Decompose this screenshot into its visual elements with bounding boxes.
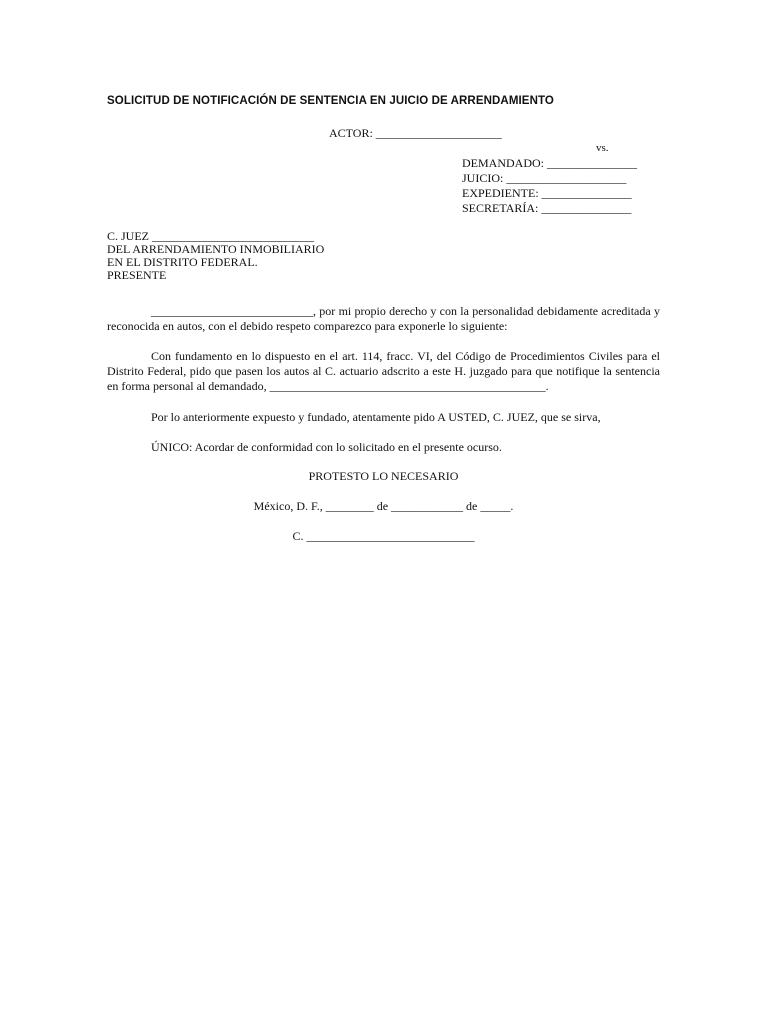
addressee-line-court: DEL ARRENDAMIENTO INMOBILIARIO bbox=[107, 242, 325, 256]
paragraph-petition: Por lo anteriormente expuesto y fundado, atentamente pido A USTED, C. JUEZ, que se sirva, bbox=[151, 410, 601, 424]
expediente-line: EXPEDIENTE: _______________ bbox=[462, 186, 632, 200]
protesto-line: PROTESTO LO NECESARIO bbox=[308, 469, 459, 483]
paragraph-introduction: ___________________________, por mi propio derecho y con la personalidad debidamente acreditada y reconocida en autos, con el debido respeto comparezco para exponerle lo siguiente: bbox=[107, 304, 660, 333]
juicio-line: JUICIO: ____________________ bbox=[462, 171, 627, 185]
paragraph-fundamento: Con fundamento en lo dispuesto en el art. 114, fracc. VI, del Código de Procedimientos Civiles para el Distrito Federal, pido que pasen los autos al C. actuario adscrito a este H. juzgado para que notifique la sentencia en forma personal al demandado, ______________________________________________. bbox=[107, 349, 660, 393]
document-title: SOLICITUD DE NOTIFICACIÓN DE SENTENCIA EN JUICIO DE ARRENDAMIENTO bbox=[107, 95, 554, 107]
versus-label: vs. bbox=[596, 142, 609, 154]
place-date-line: México, D. F., ________ de ____________ de _____. bbox=[253, 499, 514, 513]
addressee-line-district: EN EL DISTRITO FEDERAL. bbox=[107, 255, 258, 269]
signature-line: C. ____________________________ bbox=[292, 529, 475, 543]
actor-line: ACTOR: _____________________ bbox=[329, 126, 502, 140]
demandado-line: DEMANDADO: _______________ bbox=[462, 156, 637, 170]
case-parties-block bbox=[462, 156, 637, 216]
secretaria-line: SECRETARÍA: _______________ bbox=[462, 201, 632, 215]
addressee-line-judge: C. JUEZ ___________________________ bbox=[107, 229, 314, 243]
addressee-line-presente: PRESENTE bbox=[107, 268, 167, 282]
paragraph-unico: ÚNICO: Acordar de conformidad con lo solicitado en el presente ocurso. bbox=[151, 440, 502, 454]
addressee-block bbox=[107, 230, 324, 282]
